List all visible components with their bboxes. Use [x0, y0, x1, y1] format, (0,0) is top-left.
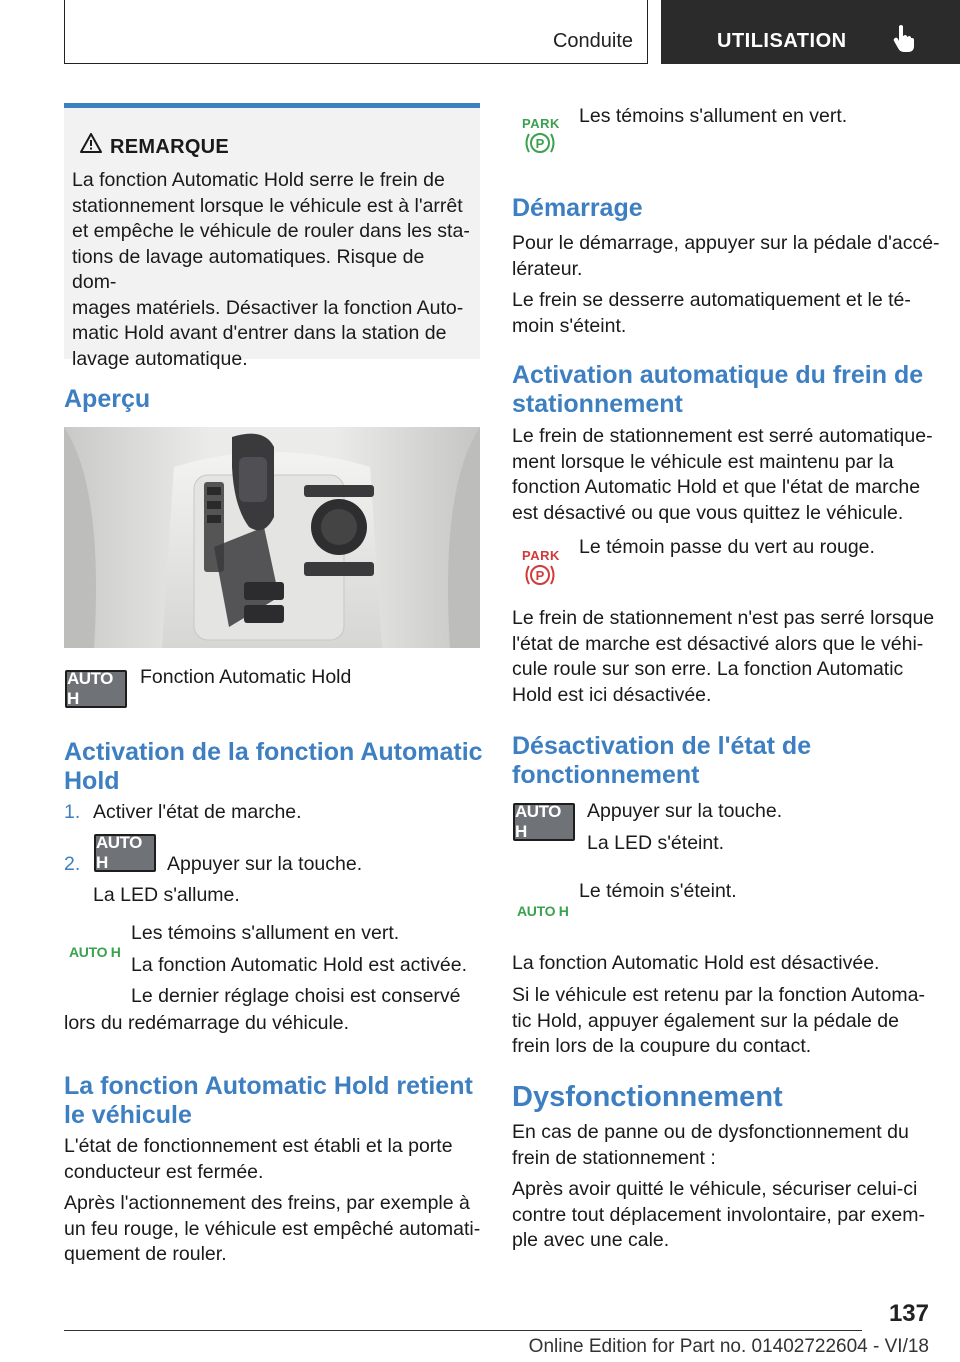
text-line: ment lorsque le véhicule est maintenu par la: [512, 450, 894, 473]
text-line: L'état de fonctionnement est établi et la porte: [64, 1135, 453, 1157]
center-console-photo: [64, 427, 480, 648]
heading-line: stationnement: [512, 390, 683, 418]
desactivation-led: La LED s'éteint.: [587, 832, 725, 854]
text-line: Le frein se desserre automatiquement et le té-: [512, 289, 911, 311]
indicator-line: Les témoins s'allument en vert.: [131, 922, 400, 944]
park-letter: P: [535, 136, 545, 151]
header-chapter-title: UTILISATION: [717, 30, 847, 52]
text-line: Pour le démarrage, appuyer sur la pédale d'accé-: [512, 232, 940, 254]
note-line: et empêche le véhicule de rouler dans les sta-: [72, 220, 470, 242]
heading-dysfonctionnement: Dysfonctionnement: [512, 1081, 783, 1113]
text-line: ple avec une cale.: [512, 1229, 670, 1251]
text-line: contre tout déplacement involontaire, par exem-: [512, 1203, 925, 1226]
activation-auto-paragraph: [512, 424, 933, 526]
desactivation-paragraph-2: [512, 983, 925, 1060]
dysfonctionnement-paragraph-1: [512, 1120, 909, 1171]
park-indicator-green-icon: [522, 116, 562, 160]
text-line: tic Hold, appuyer également sur la pédale de: [512, 1009, 899, 1032]
demarrage-paragraph-1: [512, 231, 940, 282]
note-title: REMARQUE: [110, 136, 230, 158]
heading-line: fonctionnement: [512, 761, 700, 789]
retient-paragraph-1: [64, 1134, 453, 1185]
park-indicator-red-icon: [522, 548, 562, 592]
text-line: Le frein de stationnement est serré automatique-: [512, 425, 933, 447]
step-2-text: Appuyer sur la touche.: [167, 853, 363, 875]
park-label: PARK: [522, 548, 560, 563]
note-line: mages matériels. Désactiver la fonction Auto-: [72, 296, 464, 319]
text-line: cule roule sur son erre. La fonction Automatic: [512, 658, 904, 680]
park-letter: P: [535, 568, 545, 583]
auto-h-indicator-icon: AUTO H: [517, 903, 569, 919]
indicator-line: La fonction Automatic Hold est activée.: [131, 953, 468, 976]
text-line: frein de stationnement :: [512, 1146, 716, 1169]
roule-paragraph: [512, 606, 934, 708]
heading-line: le véhicule: [64, 1101, 192, 1129]
header-section-box: [64, 0, 648, 64]
text-line: un feu rouge, le véhicule est empêché automati-: [64, 1217, 481, 1240]
step-1-text: Activer l'état de marche.: [93, 801, 302, 823]
auto-h-button-icon: AUTO H: [513, 803, 575, 841]
note-line: lavage automatique.: [72, 347, 248, 370]
note-line: matic Hold avant d'entrer dans la station de: [72, 322, 447, 344]
park-label: PARK: [522, 116, 560, 131]
auto-h-caption: Fonction Automatic Hold: [140, 666, 352, 688]
text-line: Hold est ici désactivée.: [512, 683, 712, 706]
park1-text: Les témoins s'allument en vert.: [579, 105, 848, 127]
page-number: 137: [888, 1300, 929, 1327]
footer-divider: [64, 1330, 862, 1331]
step-2-led: La LED s'allume.: [93, 884, 240, 906]
heading-desactivation: [512, 732, 942, 790]
note-text: [72, 168, 472, 372]
step-1-number: 1.: [64, 801, 81, 823]
step-2-number: 2.: [64, 853, 81, 875]
heading-line: La fonction Automatic Hold retient: [64, 1072, 473, 1100]
text-line: moin s'éteint.: [512, 314, 627, 337]
heading-line: Désactivation de l'état de: [512, 732, 812, 760]
heading-retient: [64, 1072, 484, 1130]
text-line: lérateur.: [512, 257, 583, 280]
demarrage-paragraph-2: [512, 288, 911, 339]
desactivation-temoin: Le témoin s'éteint.: [579, 880, 737, 902]
desactivation-paragraph-1: La fonction Automatic Hold est désactivée.: [512, 952, 880, 974]
heading-line: Activation automatique du frein de: [512, 361, 924, 389]
dysfonctionnement-paragraph-2: [512, 1177, 925, 1254]
header-chapter-tab: [661, 0, 960, 64]
auto-h-button-icon: AUTO H: [65, 670, 127, 708]
heading-line: Hold: [64, 767, 120, 795]
footer-edition: Online Edition for Part no. 01402722604 - VI/18: [528, 1336, 929, 1357]
note-line: La fonction Automatic Hold serre le frein de: [72, 169, 445, 191]
retient-paragraph-2: [64, 1191, 480, 1268]
text-line: Si le véhicule est retenu par la fonction Automa-: [512, 984, 925, 1006]
desactivation-press: Appuyer sur la touche.: [587, 800, 783, 822]
header-section-title: Conduite: [552, 30, 633, 52]
text-line: Le frein de stationnement n'est pas serré lorsque: [512, 607, 935, 629]
text-line: est désactivé ou que vous quittez le véhicule.: [512, 501, 904, 524]
text-line: En cas de panne ou de dysfonctionnement du: [512, 1121, 909, 1143]
indicator-line: Le dernier réglage choisi est conservé: [131, 985, 461, 1007]
heading-line: Activation de la fonction Automatic: [64, 738, 483, 766]
text-line: quement de rouler.: [64, 1243, 227, 1265]
pointing-hand-icon: [893, 24, 915, 52]
indicator-continuation: lors du redémarrage du véhicule.: [64, 1012, 350, 1034]
text-line: Après avoir quitté le véhicule, sécuriser celui-ci: [512, 1178, 918, 1200]
text-line: conducteur est fermée.: [64, 1160, 264, 1183]
text-line: frein lors de la coupure du contact.: [512, 1035, 812, 1057]
heading-demarrage: Démarrage: [512, 194, 643, 222]
text-line: fonction Automatic Hold et que l'état de marche: [512, 476, 921, 498]
heading-apercu: Aperçu: [64, 385, 151, 413]
note-line: tions de lavage automatiques. Risque de dom-: [72, 245, 425, 293]
auto-h-indicator-icon: AUTO H: [69, 944, 121, 960]
indicator-text: [131, 921, 481, 1010]
text-line: l'état de marche est désactivé alors que le véhi-: [512, 632, 924, 655]
heading-activation-auto: [512, 361, 942, 419]
text-line: Après l'actionnement des freins, par exemple à: [64, 1192, 470, 1214]
park2-text: Le témoin passe du vert au rouge.: [579, 536, 875, 558]
auto-h-button-icon: AUTO H: [94, 834, 156, 872]
warning-note: [64, 103, 480, 370]
heading-activation: [64, 738, 484, 796]
warning-triangle-icon: [80, 133, 102, 153]
note-line: stationnement lorsque le véhicule est à l'arrêt: [72, 194, 463, 217]
